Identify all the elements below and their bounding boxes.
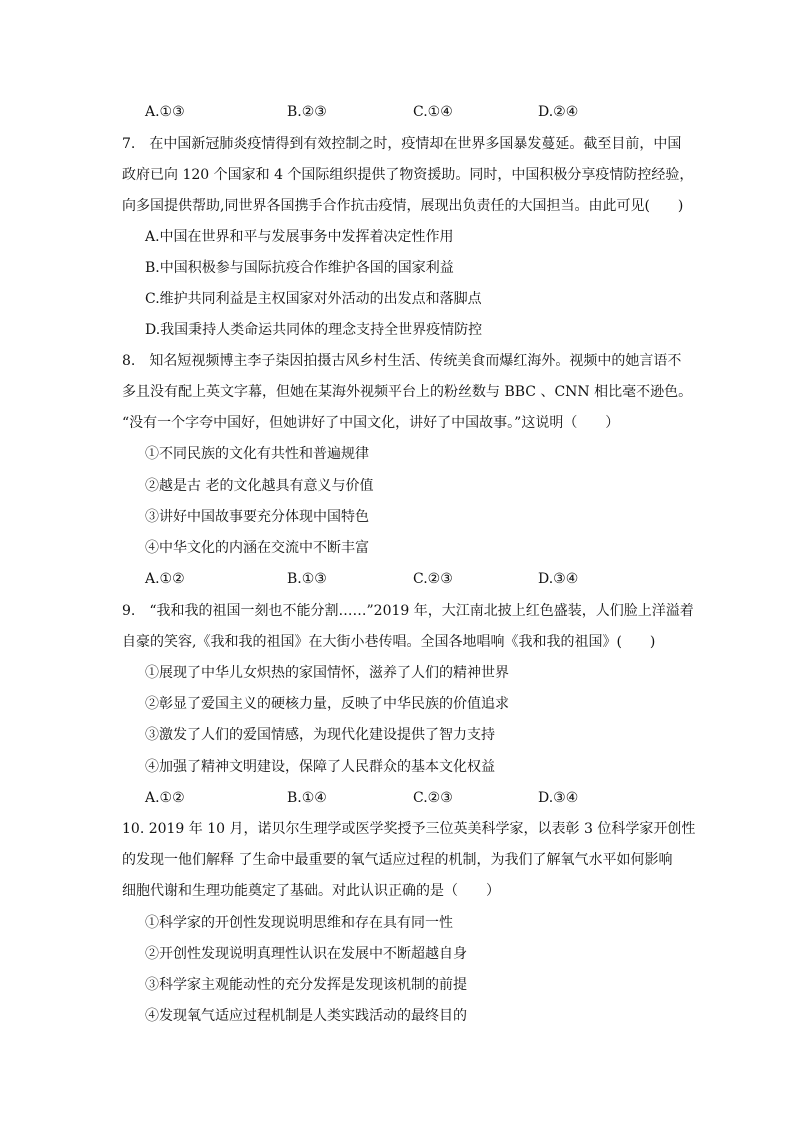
q7-stem-line: 向多国提供帮助,同世界各国携手合作抗击疫情，展现出负责任的大国担当。由此可见( ) (122, 198, 684, 214)
q7-stem-line: 7. 在中国新冠肺炎疫情得到有效控制之时，疫情却在世界多国暴发蔓延。截至目前，中国 (122, 136, 682, 152)
q8-stem-line: 8. 知名短视频博主李子柒因拍摄古风乡村生活、传统美食而爆红海外。视频中的她言语不 (122, 353, 682, 369)
q9-choice-d[interactable]: D.③④ (538, 790, 579, 806)
q10-stem-line: 的发现一他们解释 了生命中最重要的氧气适应过程的机制，为我们了解氧气水平如何影响 (122, 852, 673, 868)
q9-statement-1: ①展现了中华儿女炽热的家国情怀，滋养了人们的精神世界 (145, 665, 509, 681)
q8-choice-b[interactable]: B.①③ (287, 571, 327, 587)
q10-stem-line: 10. 2019 年 10 月，诺贝尔生理学或医学奖授予三位英美科学家，以表彰 3 位科学家开创性 (122, 821, 696, 837)
q8-statement-2: ②越是古 老的文化越具有意义与价值 (145, 478, 374, 494)
q7-stem-line: 政府已向 120 个国家和 4 个国际组织提供了物资援助。同时，中国积极分享疫情防控经验， (122, 167, 694, 183)
q9-statement-3: ③激发了人们的爱国情感，为现代化建设提供了智力支持 (145, 727, 495, 743)
q7-option-a[interactable]: A.中国在世界和平与发展事务中发挥着决定性作用 (145, 229, 454, 245)
q8-statement-1: ①不同民族的文化有共性和普遍规律 (145, 446, 369, 462)
q6-choice-b[interactable]: B.②③ (287, 104, 327, 120)
q6-choice-a[interactable]: A.①③ (145, 104, 185, 120)
q6-choice-d[interactable]: D.②④ (538, 104, 579, 120)
q8-statement-4: ④中华文化的内涵在交流中不断丰富 (145, 540, 369, 556)
q9-choice-b[interactable]: B.①④ (287, 790, 327, 806)
q8-choice-d[interactable]: D.③④ (538, 571, 579, 587)
q8-stem-line: 多且没有配上英文字幕，但她在某海外视频平台上的粉丝数与 BBC 、CNN 相比毫不逊色。 (122, 384, 693, 400)
q7-option-d[interactable]: D.我国秉持人类命运共同体的理念支持全世界疫情防控 (145, 322, 483, 338)
q9-stem-line: 自豪的笑容,《我和我的祖国》在大街小巷传唱。全国各地唱响《我和我的祖国》( ) (122, 634, 656, 650)
q10-statement-3: ③科学家主观能动性的充分发挥是发现该机制的前提 (145, 977, 467, 993)
q8-choice-a[interactable]: A.①② (145, 571, 185, 587)
q8-stem-line: “没有一个字夸中国好，但她讲好了中国文化，讲好了中国故事。”这说明（ ） (122, 415, 620, 431)
q9-choices (145, 788, 705, 808)
q10-statement-4: ④发现氧气适应过程机制是人类实践活动的最终目的 (145, 1008, 467, 1024)
q9-choice-a[interactable]: A.①② (145, 790, 185, 806)
q9-choice-c[interactable]: C.②③ (413, 790, 453, 806)
q6-choice-c[interactable]: C.①④ (413, 104, 453, 120)
q8-choice-c[interactable]: C.②③ (413, 571, 453, 587)
q10-stem-line: 细胞代谢和生理功能奠定了基础。对此认识正确的是（ ） (122, 883, 500, 899)
q7-option-b[interactable]: B.中国积极参与国际抗疫合作维护各国的国家利益 (145, 260, 454, 276)
q9-statement-2: ②彰显了爱国主义的硬核力量，反映了中华民族的价值追求 (145, 696, 509, 712)
q9-statement-4: ④加强了精神文明建设，保障了人民群众的基本文化权益 (145, 759, 495, 775)
q8-choices (145, 569, 705, 589)
q8-statement-3: ③讲好中国故事要充分体现中国特色 (145, 509, 369, 525)
q9-stem-line: 9. “我和我的祖国一刻也不能分割……”2019 年，大江南北披上红色盛装，人们脸上洋溢着 (122, 603, 694, 619)
q6-choices (145, 102, 705, 122)
q10-statement-2: ②开创性发现说明真理性认识在发展中不断超越自身 (145, 946, 467, 962)
q7-option-c[interactable]: C.维护共同利益是主权国家对外活动的出发点和落脚点 (145, 291, 482, 307)
q10-statement-1: ①科学家的开创性发现说明思维和存在具有同一性 (145, 915, 453, 931)
